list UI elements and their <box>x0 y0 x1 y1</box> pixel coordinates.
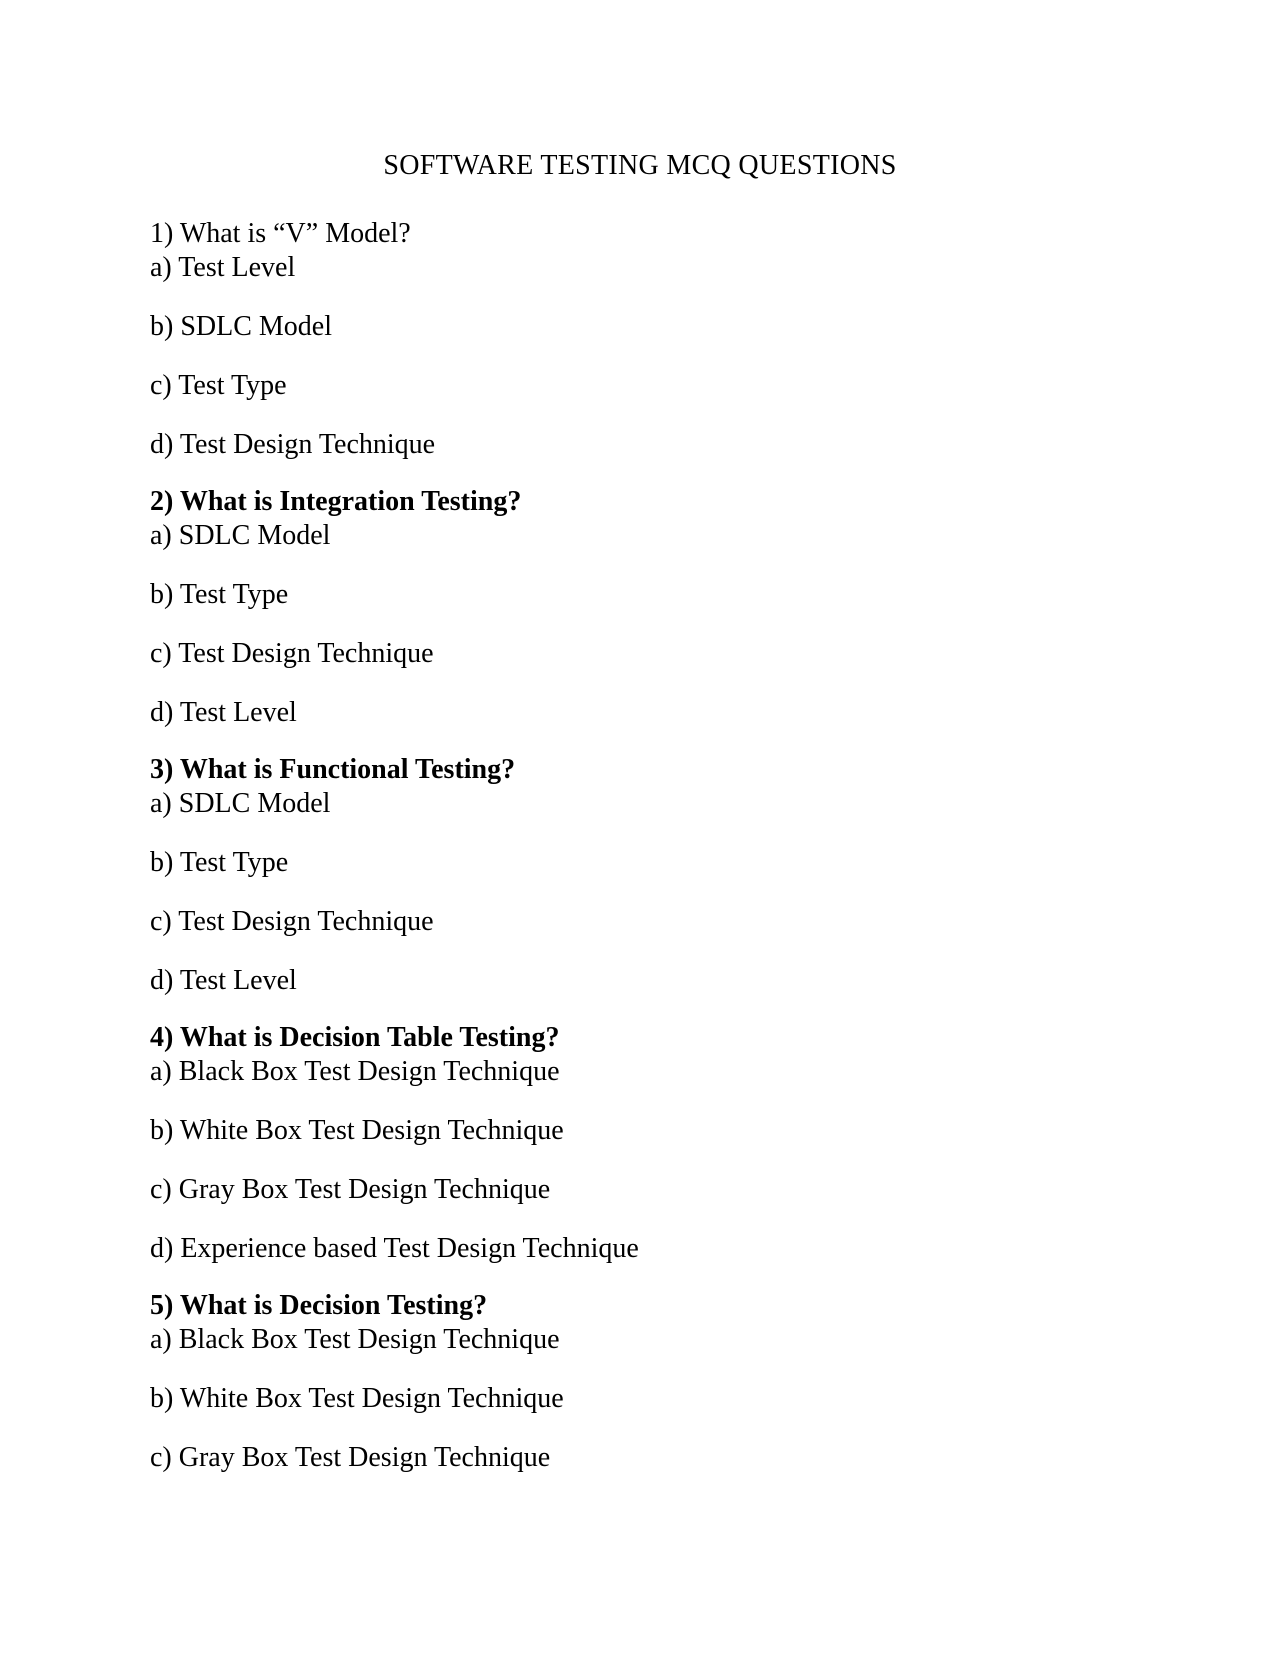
option-a: a) SDLC Model <box>150 520 331 551</box>
option-c: c) Test Design Technique <box>150 906 434 937</box>
option-d: d) Test Level <box>150 965 297 996</box>
option-b: b) Test Type <box>150 847 289 878</box>
option-d: d) Test Design Technique <box>150 429 436 460</box>
option-a: a) Test Level <box>150 252 296 283</box>
question-text: 1) What is “V” Model? <box>150 218 411 249</box>
option-c: c) Gray Box Test Design Technique <box>150 1174 551 1205</box>
question-list <box>150 217 1150 1475</box>
option-b: b) Test Type <box>150 579 289 610</box>
option-a: a) Black Box Test Design Technique <box>150 1056 560 1087</box>
option-a: a) SDLC Model <box>150 788 331 819</box>
question-1 <box>150 217 1150 462</box>
option-b: b) White Box Test Design Technique <box>150 1115 564 1146</box>
option-b: b) SDLC Model <box>150 311 332 342</box>
option-c: c) Test Design Technique <box>150 638 434 669</box>
question-5 <box>150 1289 1150 1475</box>
option-c: c) Test Type <box>150 370 287 401</box>
question-text: 4) What is Decision Table Testing? <box>150 1022 560 1053</box>
option-d: d) Experience based Test Design Technique <box>150 1233 639 1264</box>
question-text: 2) What is Integration Testing? <box>150 486 522 517</box>
option-a: a) Black Box Test Design Technique <box>150 1324 560 1355</box>
question-2 <box>150 485 1150 730</box>
question-text: 3) What is Functional Testing? <box>150 754 516 785</box>
question-4 <box>150 1021 1150 1266</box>
option-d: d) Test Level <box>150 697 297 728</box>
option-c: c) Gray Box Test Design Technique <box>150 1442 551 1473</box>
document-title: SOFTWARE TESTING MCQ QUESTIONS <box>383 150 897 181</box>
question-3 <box>150 753 1150 998</box>
option-b: b) White Box Test Design Technique <box>150 1383 564 1414</box>
question-text: 5) What is Decision Testing? <box>150 1290 488 1321</box>
